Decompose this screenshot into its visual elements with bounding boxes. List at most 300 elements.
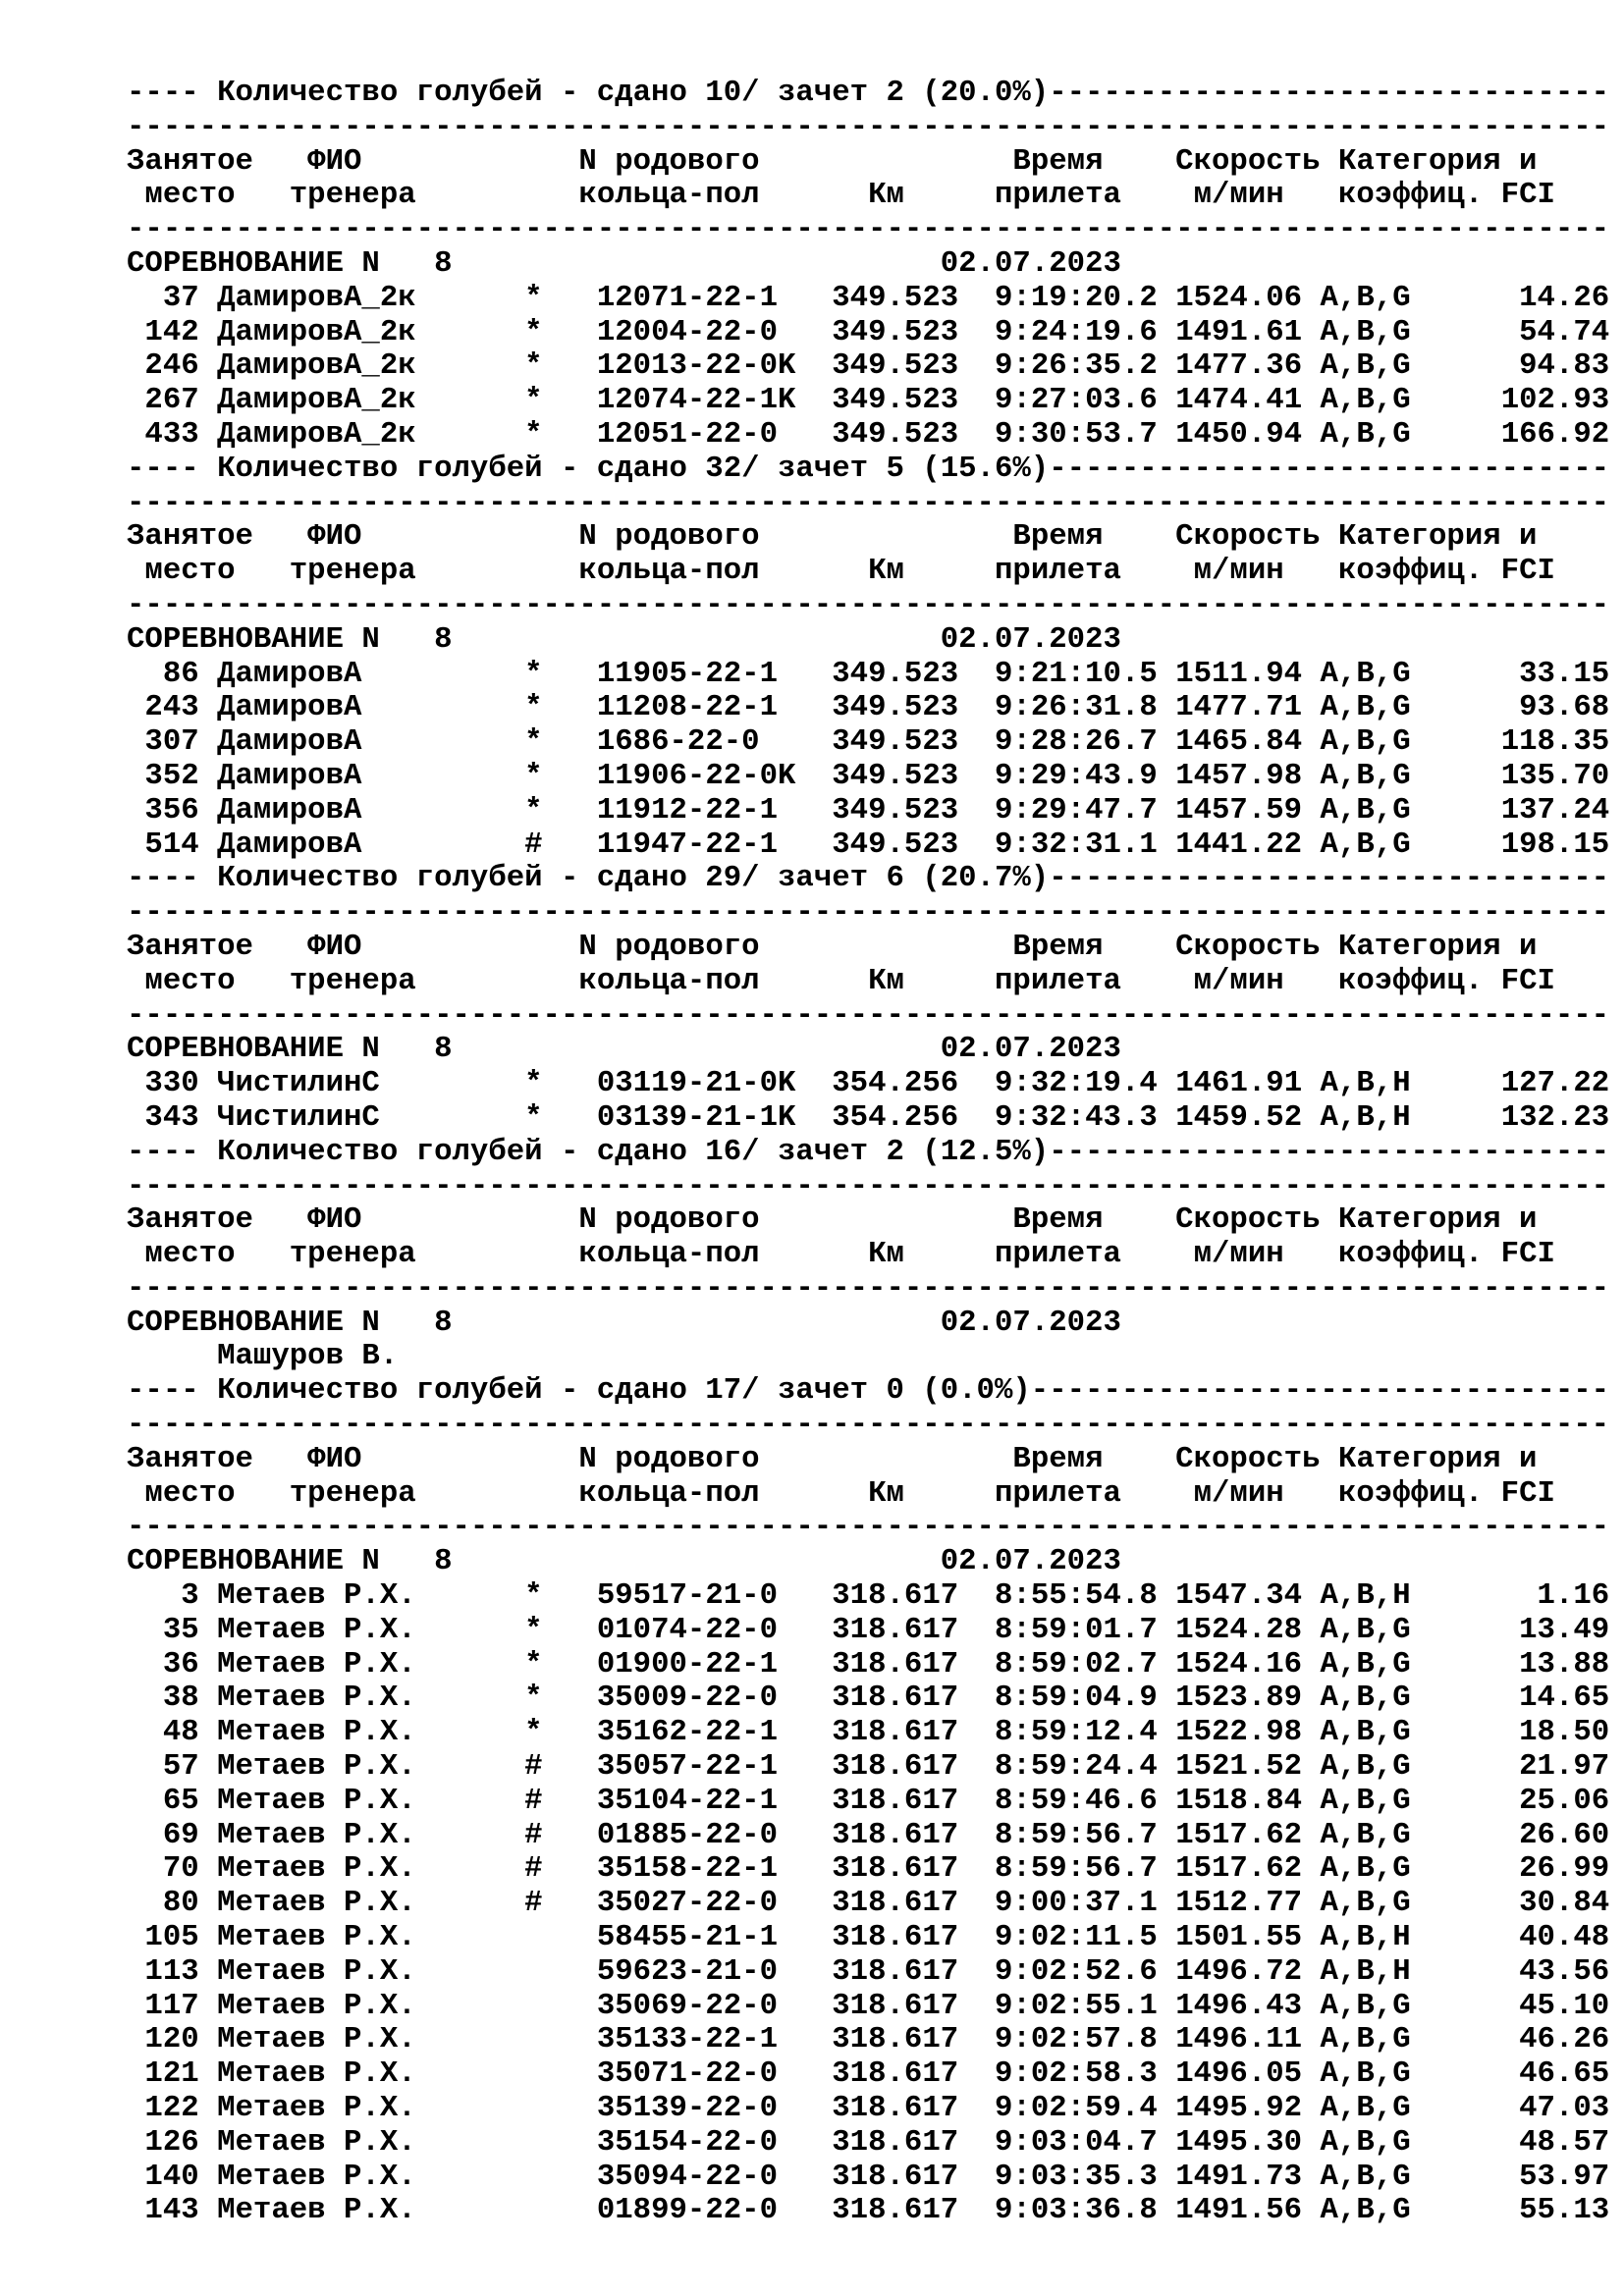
- header-place: Занятое: [127, 929, 253, 964]
- fci-cell: 18.50: [1464, 1715, 1610, 1750]
- time-cell: 8:55:54.8: [995, 1578, 1158, 1614]
- result-row: [127, 2126, 1609, 2161]
- header-speed: м/мин: [1193, 554, 1284, 589]
- mark-cell: *: [524, 280, 543, 315]
- header-km: Км: [868, 554, 904, 589]
- mark-cell: *: [524, 1066, 543, 1101]
- fci-cell: 102.93: [1464, 383, 1610, 418]
- speed-cell: 1491.61: [1175, 314, 1303, 349]
- result-row: [127, 2161, 1609, 2195]
- result-row: [127, 1101, 1609, 1136]
- separator-line: [127, 487, 1609, 521]
- ring-cell: 01885-22-0: [596, 1817, 778, 1852]
- competition-title: СОРЕВНОВАНИЕ N 8: [127, 1032, 453, 1067]
- time-cell: 9:24:19.6: [995, 314, 1158, 349]
- result-row: [127, 349, 1609, 384]
- trainer-cell: ЧистилинС: [217, 1099, 380, 1135]
- time-cell: 9:02:59.4: [995, 2091, 1158, 2126]
- category-cell: A,B,G: [1320, 724, 1411, 760]
- time-cell: 9:19:20.2: [995, 280, 1158, 315]
- place-cell: 120: [127, 2022, 199, 2057]
- dash-rule: ----------------------------------------------------------------------------------: [127, 109, 1610, 144]
- dash-fill: --------------------------------: [1030, 1373, 1610, 1409]
- trainer-cell: ДамировА_2к: [217, 416, 416, 452]
- trainer-cell: ДамировА: [217, 690, 362, 725]
- result-row: [127, 1955, 1609, 1990]
- header-ring: N родового: [578, 1441, 760, 1476]
- speed-cell: 1461.91: [1175, 1066, 1303, 1101]
- time-cell: 9:02:55.1: [995, 1988, 1158, 2023]
- fci-cell: 45.10: [1464, 1988, 1610, 2023]
- mark-cell: #: [524, 1817, 543, 1852]
- trainer-cell: ДамировА_2к: [217, 383, 416, 418]
- result-row: [127, 2194, 1609, 2228]
- header-place: место: [144, 1237, 236, 1272]
- km-cell: 318.617: [832, 1920, 959, 1955]
- result-row: [127, 828, 1609, 863]
- ring-cell: 12051-22-0: [596, 416, 778, 452]
- summary-line: [127, 1136, 1609, 1170]
- dash-rule: ----------------------------------------------------------------------------------: [127, 1408, 1610, 1443]
- category-cell: A,B,G: [1320, 280, 1411, 315]
- trainer-cell: ДамировА_2к: [217, 280, 416, 315]
- ring-cell: 35009-22-0: [596, 1681, 778, 1716]
- km-cell: 349.523: [832, 792, 959, 828]
- result-row: [127, 1921, 1609, 1955]
- ring-cell: 11912-22-1: [596, 792, 778, 828]
- km-cell: 318.617: [832, 1783, 959, 1818]
- mark-cell: #: [524, 1749, 543, 1785]
- result-row: [127, 1990, 1609, 2024]
- result-row: [127, 418, 1609, 453]
- fci-cell: 132.23: [1464, 1099, 1610, 1135]
- category-cell: A,B,G: [1320, 1749, 1411, 1785]
- header-category: Категория и: [1337, 1441, 1538, 1476]
- header-name: тренера: [289, 1475, 416, 1511]
- fci-cell: 166.92: [1464, 416, 1610, 452]
- result-row: [127, 316, 1609, 350]
- speed-cell: 1495.92: [1175, 2091, 1303, 2126]
- speed-cell: 1496.72: [1175, 1953, 1303, 1989]
- speed-cell: 1491.73: [1175, 2159, 1303, 2194]
- category-cell: A,B,G: [1320, 792, 1411, 828]
- speed-cell: 1477.36: [1175, 348, 1303, 384]
- header-km: Км: [868, 963, 904, 998]
- km-cell: 318.617: [832, 2056, 959, 2092]
- place-cell: 65: [127, 1783, 199, 1818]
- time-cell: 9:29:43.9: [995, 758, 1158, 793]
- mark-cell: *: [524, 1715, 543, 1750]
- separator-line: [127, 213, 1609, 247]
- header-speed: Скорость: [1175, 519, 1321, 555]
- ring-cell: 12074-22-1K: [596, 383, 796, 418]
- mark-cell: *: [524, 1646, 543, 1682]
- dash-rule: ----------------------------------------------------------------------------------: [127, 1510, 1610, 1545]
- place-cell: 330: [127, 1066, 199, 1101]
- header-time: Время: [1012, 929, 1104, 964]
- fci-cell: 135.70: [1464, 758, 1610, 793]
- speed-cell: 1474.41: [1175, 383, 1303, 418]
- competition-date: 02.07.2023: [940, 1544, 1121, 1579]
- trainer-cell: Метаев Р.Х.: [217, 1749, 416, 1785]
- result-row: [127, 725, 1609, 760]
- category-cell: A,B,H: [1320, 1920, 1411, 1955]
- competition-line: [127, 623, 1609, 658]
- mark-cell: *: [524, 758, 543, 793]
- km-cell: 318.617: [832, 1817, 959, 1852]
- place-cell: 122: [127, 2091, 199, 2126]
- header-place: место: [144, 178, 236, 213]
- mark-cell: *: [524, 656, 543, 691]
- ring-cell: 35027-22-0: [596, 1886, 778, 1921]
- ring-cell: 35158-22-1: [596, 1851, 778, 1887]
- place-cell: 433: [127, 416, 199, 452]
- trainer-cell: Метаев Р.Х.: [217, 1886, 416, 1921]
- place-cell: 140: [127, 2159, 199, 2194]
- speed-cell: 1512.77: [1175, 1886, 1303, 1921]
- column-header-row-1: [127, 145, 1609, 180]
- fci-cell: 118.35: [1464, 724, 1610, 760]
- header-ring: N родового: [578, 143, 760, 179]
- mark-cell: *: [524, 690, 543, 725]
- result-row: [127, 1067, 1609, 1101]
- fci-cell: 93.68: [1464, 690, 1610, 725]
- summary-line: [127, 862, 1609, 896]
- fci-cell: 53.97: [1464, 2159, 1610, 2194]
- km-cell: 318.617: [832, 2091, 959, 2126]
- header-place: Занятое: [127, 1441, 253, 1476]
- header-category: коэффиц. FCI: [1337, 963, 1555, 998]
- ring-cell: 35104-22-1: [596, 1783, 778, 1818]
- result-row: [127, 1716, 1609, 1750]
- fci-cell: 55.13: [1464, 2193, 1610, 2228]
- header-speed: Скорость: [1175, 1202, 1321, 1238]
- trainer-cell: Метаев Р.Х.: [217, 1817, 416, 1852]
- time-cell: 9:32:43.3: [995, 1099, 1158, 1135]
- speed-cell: 1517.62: [1175, 1851, 1303, 1887]
- header-km: Км: [868, 178, 904, 213]
- separator-line: [127, 1170, 1609, 1204]
- speed-cell: 1457.98: [1175, 758, 1303, 793]
- competition-line: [127, 1307, 1609, 1341]
- place-cell: 514: [127, 827, 199, 862]
- km-cell: 349.523: [832, 827, 959, 862]
- ring-cell: 12013-22-0K: [596, 348, 796, 384]
- time-cell: 9:02:52.6: [995, 1953, 1158, 1989]
- category-cell: A,B,G: [1320, 1988, 1411, 2023]
- category-cell: A,B,H: [1320, 1099, 1411, 1135]
- competition-date: 02.07.2023: [940, 621, 1121, 657]
- header-name: тренера: [289, 554, 416, 589]
- speed-cell: 1496.05: [1175, 2056, 1303, 2092]
- km-cell: 318.617: [832, 2124, 959, 2160]
- mark-cell: *: [524, 1578, 543, 1614]
- result-row: [127, 1682, 1609, 1716]
- place-cell: 267: [127, 383, 199, 418]
- km-cell: 318.617: [832, 1715, 959, 1750]
- competition-title: СОРЕВНОВАНИЕ N 8: [127, 1544, 453, 1579]
- column-header-row-1: [127, 1443, 1609, 1477]
- separator-line: [127, 999, 1609, 1034]
- time-cell: 8:59:56.7: [995, 1851, 1158, 1887]
- time-cell: 9:29:47.7: [995, 792, 1158, 828]
- header-name: ФИО: [307, 143, 362, 179]
- speed-cell: 1523.89: [1175, 1681, 1303, 1716]
- column-header-row-1: [127, 931, 1609, 965]
- trainer-cell: Метаев Р.Х.: [217, 2193, 416, 2228]
- header-ring: кольца-пол: [578, 963, 760, 998]
- trainer-cell: ДамировА: [217, 792, 362, 828]
- header-ring: N родового: [578, 929, 760, 964]
- trainer-cell: Метаев Р.Х.: [217, 1783, 416, 1818]
- ring-cell: 12071-22-1: [596, 280, 778, 315]
- time-cell: 8:59:12.4: [995, 1715, 1158, 1750]
- ring-cell: 11905-22-1: [596, 656, 778, 691]
- header-name: ФИО: [307, 1202, 362, 1238]
- result-row: [127, 2092, 1609, 2126]
- result-row: [127, 1614, 1609, 1648]
- fci-cell: 13.88: [1464, 1646, 1610, 1682]
- speed-cell: 1491.56: [1175, 2193, 1303, 2228]
- mark-cell: *: [524, 1681, 543, 1716]
- competition-title: СОРЕВНОВАНИЕ N 8: [127, 245, 453, 281]
- time-cell: 9:32:19.4: [995, 1066, 1158, 1101]
- fci-cell: 14.65: [1464, 1681, 1610, 1716]
- header-place: Занятое: [127, 519, 253, 555]
- time-cell: 8:59:46.6: [995, 1783, 1158, 1818]
- trainer-cell: ЧистилинС: [217, 1066, 380, 1101]
- category-cell: A,B,H: [1320, 1578, 1411, 1614]
- speed-cell: 1511.94: [1175, 656, 1303, 691]
- ring-cell: 59517-21-0: [596, 1578, 778, 1614]
- dash-fill: -------------------------------: [1049, 1134, 1610, 1169]
- category-cell: A,B,G: [1320, 348, 1411, 384]
- km-cell: 318.617: [832, 1578, 959, 1614]
- category-cell: A,B,G: [1320, 1783, 1411, 1818]
- fci-cell: 30.84: [1464, 1886, 1610, 1921]
- category-cell: A,B,G: [1320, 416, 1411, 452]
- trainer-cell: Метаев Р.Х.: [217, 1851, 416, 1887]
- fci-cell: 47.03: [1464, 2091, 1610, 2126]
- column-header-row-2: [127, 965, 1609, 999]
- mark-cell: #: [524, 1783, 543, 1818]
- ring-cell: 11947-22-1: [596, 827, 778, 862]
- trainer-cell: Метаев Р.Х.: [217, 1612, 416, 1647]
- column-header-row-2: [127, 1238, 1609, 1272]
- header-speed: Скорость: [1175, 1441, 1321, 1476]
- header-speed: м/мин: [1193, 1475, 1284, 1511]
- dash-fill: -------------------------------: [1049, 76, 1610, 110]
- header-category: коэффиц. FCI: [1337, 554, 1555, 589]
- dash-fill: -------------------------------: [1049, 861, 1610, 896]
- dash-rule: ----------------------------------------------------------------------------------: [127, 1270, 1610, 1306]
- km-cell: 318.617: [832, 1953, 959, 1989]
- result-row: [127, 1819, 1609, 1853]
- header-place: Занятое: [127, 1202, 253, 1238]
- trainer-cell: Метаев Р.Х.: [217, 2124, 416, 2160]
- separator-line: [127, 111, 1609, 145]
- km-cell: 318.617: [832, 2022, 959, 2057]
- result-row: [127, 1750, 1609, 1785]
- header-time: Время: [1012, 1441, 1104, 1476]
- trainer-cell: Метаев Р.Х.: [217, 2056, 416, 2092]
- place-cell: 70: [127, 1851, 199, 1887]
- category-cell: A,B,H: [1320, 1066, 1411, 1101]
- result-row: [127, 658, 1609, 692]
- speed-cell: 1496.11: [1175, 2022, 1303, 2057]
- header-time: прилета: [995, 963, 1121, 998]
- result-row: [127, 2057, 1609, 2092]
- ring-cell: 35069-22-0: [596, 1988, 778, 2023]
- header-name: тренера: [289, 963, 416, 998]
- speed-cell: 1547.34: [1175, 1578, 1303, 1614]
- place-cell: 126: [127, 2124, 199, 2160]
- place-cell: 57: [127, 1749, 199, 1785]
- place-cell: 243: [127, 690, 199, 725]
- header-time: прилета: [995, 1475, 1121, 1511]
- column-header-row-1: [127, 1203, 1609, 1238]
- time-cell: 9:32:31.1: [995, 827, 1158, 862]
- fci-cell: 26.99: [1464, 1851, 1610, 1887]
- km-cell: 349.523: [832, 280, 959, 315]
- mark-cell: *: [524, 724, 543, 760]
- trainer-cell: Метаев Р.Х.: [217, 1681, 416, 1716]
- km-cell: 318.617: [832, 1749, 959, 1785]
- time-cell: 9:27:03.6: [995, 383, 1158, 418]
- mark-cell: #: [524, 1886, 543, 1921]
- ring-cell: 1686-22-0: [596, 724, 760, 760]
- fci-cell: 25.06: [1464, 1783, 1610, 1818]
- speed-cell: 1495.30: [1175, 2124, 1303, 2160]
- header-speed: м/мин: [1193, 1237, 1284, 1272]
- km-cell: 349.523: [832, 416, 959, 452]
- ring-cell: 35071-22-0: [596, 2056, 778, 2092]
- fci-cell: 127.22: [1464, 1066, 1610, 1101]
- speed-cell: 1459.52: [1175, 1099, 1303, 1135]
- dash-rule: ----------------------------------------------------------------------------------: [127, 587, 1610, 622]
- place-cell: 143: [127, 2193, 199, 2228]
- header-category: Категория и: [1337, 143, 1538, 179]
- mark-cell: *: [524, 314, 543, 349]
- trainer-cell: Метаев Р.Х.: [217, 1988, 416, 2023]
- ring-cell: 35139-22-0: [596, 2091, 778, 2126]
- place-cell: 307: [127, 724, 199, 760]
- speed-cell: 1524.16: [1175, 1646, 1303, 1682]
- category-cell: A,B,G: [1320, 383, 1411, 418]
- fci-cell: 48.57: [1464, 2124, 1610, 2160]
- header-name: тренера: [289, 178, 416, 213]
- place-cell: 48: [127, 1715, 199, 1750]
- result-row: [127, 760, 1609, 794]
- place-cell: 86: [127, 656, 199, 691]
- speed-cell: 1477.71: [1175, 690, 1303, 725]
- category-cell: A,B,G: [1320, 1851, 1411, 1887]
- competition-title: СОРЕВНОВАНИЕ N 8: [127, 621, 453, 657]
- trainer-cell: ДамировА_2к: [217, 314, 416, 349]
- category-cell: A,B,H: [1320, 1953, 1411, 1989]
- km-cell: 349.523: [832, 314, 959, 349]
- place-cell: 3: [127, 1578, 199, 1614]
- time-cell: 9:03:36.8: [995, 2193, 1158, 2228]
- result-row: [127, 1785, 1609, 1819]
- mark-cell: #: [524, 827, 543, 862]
- competition-date: 02.07.2023: [940, 1305, 1121, 1340]
- speed-cell: 1501.55: [1175, 1920, 1303, 1955]
- km-cell: 349.523: [832, 348, 959, 384]
- summary-text: ---- Количество голубей - сдано 17/ зачет 0 (0.0%): [127, 1373, 1031, 1409]
- fci-cell: 40.48: [1464, 1920, 1610, 1955]
- trainer-cell: Метаев Р.Х.: [217, 2091, 416, 2126]
- dash-rule: ----------------------------------------------------------------------------------: [127, 485, 1610, 520]
- competition-date: 02.07.2023: [940, 1032, 1121, 1067]
- speed-cell: 1457.59: [1175, 792, 1303, 828]
- header-time: Время: [1012, 519, 1104, 555]
- km-cell: 349.523: [832, 656, 959, 691]
- trainer-cell: Метаев Р.Х.: [217, 2022, 416, 2057]
- category-cell: A,B,G: [1320, 827, 1411, 862]
- speed-cell: 1450.94: [1175, 416, 1303, 452]
- km-cell: 349.523: [832, 690, 959, 725]
- header-category: Категория и: [1337, 1202, 1538, 1238]
- result-row: [127, 282, 1609, 316]
- trainer-cell: Метаев Р.Х.: [217, 1920, 416, 1955]
- place-cell: 35: [127, 1612, 199, 1647]
- fci-cell: 137.24: [1464, 792, 1610, 828]
- time-cell: 9:21:10.5: [995, 656, 1158, 691]
- header-time: Время: [1012, 143, 1104, 179]
- header-speed: Скорость: [1175, 929, 1321, 964]
- separator-line: [127, 1272, 1609, 1307]
- category-cell: A,B,G: [1320, 1715, 1411, 1750]
- place-cell: 113: [127, 1953, 199, 1989]
- summary-text: ---- Количество голубей - сдано 16/ зачет 2 (12.5%): [127, 1134, 1050, 1169]
- fci-cell: 198.15: [1464, 827, 1610, 862]
- trainer-cell: Метаев Р.Х.: [217, 1953, 416, 1989]
- header-category: коэффиц. FCI: [1337, 178, 1555, 213]
- category-cell: A,B,G: [1320, 2091, 1411, 2126]
- ring-cell: 01900-22-1: [596, 1646, 778, 1682]
- header-category: коэффиц. FCI: [1337, 1237, 1555, 1272]
- header-time: Время: [1012, 1202, 1104, 1238]
- fci-cell: 13.49: [1464, 1612, 1610, 1647]
- km-cell: 354.256: [832, 1099, 959, 1135]
- category-cell: A,B,G: [1320, 314, 1411, 349]
- ring-cell: 35133-22-1: [596, 2022, 778, 2057]
- result-row: [127, 691, 1609, 725]
- category-cell: A,B,G: [1320, 1681, 1411, 1716]
- ring-cell: 35162-22-1: [596, 1715, 778, 1750]
- dash-fill: -------------------------------: [1049, 451, 1610, 486]
- place-cell: 343: [127, 1099, 199, 1135]
- summary-text: ---- Количество голубей - сдано 29/ зачет 6 (20.7%): [127, 861, 1050, 896]
- header-name: тренера: [289, 1237, 416, 1272]
- header-speed: м/мин: [1193, 963, 1284, 998]
- competition-title: СОРЕВНОВАНИЕ N 8: [127, 1305, 453, 1340]
- ring-cell: 01074-22-0: [596, 1612, 778, 1647]
- km-cell: 318.617: [832, 2193, 959, 2228]
- separator-line: [127, 1511, 1609, 1545]
- member-name: Машуров В.: [217, 1339, 399, 1374]
- fci-cell: 46.65: [1464, 2056, 1610, 2092]
- time-cell: 9:02:11.5: [995, 1920, 1158, 1955]
- header-time: прилета: [995, 1237, 1121, 1272]
- result-row: [127, 384, 1609, 418]
- place-cell: 37: [127, 280, 199, 315]
- category-cell: A,B,G: [1320, 1646, 1411, 1682]
- place-cell: 36: [127, 1646, 199, 1682]
- dash-rule: ----------------------------------------------------------------------------------: [127, 212, 1610, 247]
- time-cell: 8:59:24.4: [995, 1749, 1158, 1785]
